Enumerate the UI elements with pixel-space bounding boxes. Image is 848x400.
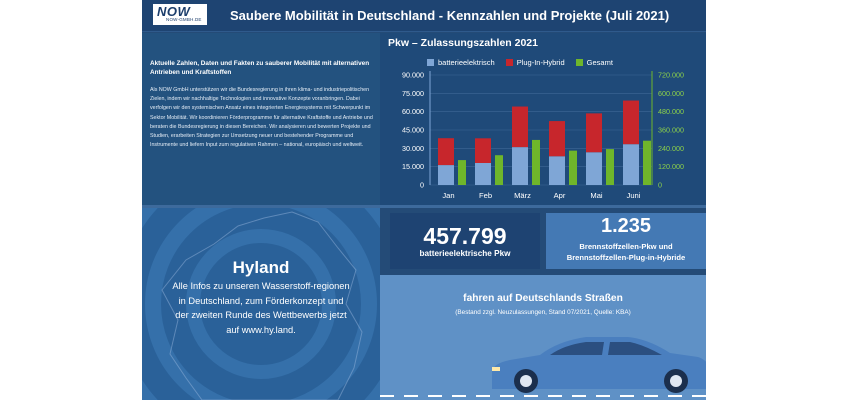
y-tick-right: 240.000: [658, 143, 684, 153]
bar-total: [606, 149, 614, 185]
car-hub-rear: [670, 375, 682, 387]
stat-fcev-number: 1.235: [600, 215, 652, 237]
stat-fcev-label-line1: Brennstoffzellen-Pkw und: [579, 242, 673, 251]
stat-fcev-label: [546, 241, 706, 263]
chart-panel: [380, 33, 706, 205]
y-tick-left: 90.000: [402, 70, 424, 80]
chart-title: Pkw – Zulassungszahlen 2021: [388, 37, 538, 49]
car-headlight: [492, 367, 500, 371]
bar-phev: [475, 138, 491, 163]
logo-sub: NOW-GMBH.DE: [166, 17, 202, 22]
bar-phev: [438, 138, 454, 165]
bar-phev: [623, 101, 639, 145]
bar-bev: [438, 165, 454, 185]
legend-label-bev: batterieelektrisch: [438, 58, 495, 67]
y-tick-left: 45.000: [402, 125, 424, 135]
road-panel: [380, 275, 706, 400]
bar-total: [458, 160, 466, 185]
bar-bev: [623, 144, 639, 185]
x-tick-label: Feb: [478, 191, 493, 200]
y-tick-right: 120.000: [658, 162, 684, 172]
y-tick-left: 30.000: [402, 143, 424, 153]
header-bar: [142, 0, 706, 32]
car-illustration: [380, 275, 706, 400]
bar-phev: [549, 121, 565, 156]
bar-total: [495, 155, 503, 185]
bar-chart: [380, 33, 706, 205]
bar-total: [569, 151, 577, 185]
legend-label-total: Gesamt: [586, 58, 613, 67]
info-title: Aktuelle Zahlen, Daten und Fakten zu sauberer Mobilität mit alternativen Antrieben und Kraftstoffen: [150, 60, 370, 77]
hyland-title: Hyland: [232, 258, 290, 277]
bar-bev: [512, 147, 528, 185]
bar-bev: [586, 152, 602, 185]
road-title: fahren auf Deutschlands Straßen: [463, 293, 623, 304]
hyland-text: Alle Infos zu unseren Wasserstoff-regionen in Deutschland, zum Förderkonzept und der zweiten Runde des Wettbewerbs jetzt auf www.hy.land.: [172, 281, 350, 335]
y-tick-right: 0: [658, 180, 662, 190]
x-tick-label: Apr: [553, 191, 566, 200]
bar-total: [532, 140, 540, 185]
y-tick-right: 360.000: [658, 125, 684, 135]
logo-mark: NOW: [157, 4, 191, 19]
stat-bev-number: 457.799: [423, 223, 507, 249]
y-tick-left: 75.000: [402, 88, 424, 98]
stat-fcev: [546, 213, 706, 269]
bar-bev: [549, 156, 565, 185]
bar-phev: [586, 113, 602, 152]
x-tick-label: Mai: [590, 191, 603, 200]
x-tick-label: Jan: [442, 191, 455, 200]
y-tick-right: 600.000: [658, 88, 684, 98]
y-tick-left: 15.000: [402, 162, 424, 172]
x-tick-label: Juni: [626, 191, 641, 200]
bar-total: [643, 141, 651, 185]
y-tick-left: 60.000: [402, 107, 424, 117]
x-tick-label: März: [514, 191, 531, 200]
bar-bev: [475, 163, 491, 185]
stat-fcev-label-line2: Brennstoffzellen-Plug-in-Hybride: [566, 253, 686, 262]
page-title: Saubere Mobilität in Deutschland - Kennzahlen und Projekte (Juli 2021): [230, 8, 670, 23]
y-tick-right: 720.000: [658, 70, 684, 80]
info-panel: [142, 33, 380, 205]
now-logo[interactable]: [153, 4, 207, 25]
stat-bev: [390, 213, 540, 269]
bar-phev: [512, 107, 528, 148]
stat-bev-label: batterieelektrische Pkw: [419, 249, 511, 258]
infographic: [142, 0, 706, 400]
y-tick-left: 0: [420, 180, 424, 190]
y-tick-right: 480.000: [658, 107, 684, 117]
car-hub-front: [520, 375, 532, 387]
road-subtitle: (Bestand zzgl. Neuzulassungen, Stand 07/2021, Quelle: KBA): [455, 309, 631, 316]
info-body: Als NOW GmbH unterstützen wir die Bundesregierung in ihren klima- und industriepolitischen Zielen, indem wir nachhaltige Technologien und innovative Konzepte voranbringen. Dabei verfolgen wir den systemischen Ansatz eines integrierten Energiesystems mit Schwerpunkt im Sektor Mobilität. Wir koordinieren Förderprogramme für alternative Kraftstoffe und Antriebe und beraten die Bundesregierung in diesen Bereichen. Wir analysieren und bewerten Projekte und Studien, erarbeiten Strategien zur Umsetzung neuer und bestehender Programme und Instrumente und liefern Input zum regulativen Rahmen – national, europäisch und weltweit.: [150, 87, 373, 149]
hyland-panel[interactable]: [142, 208, 380, 400]
legend-label-phev: Plug-In-Hybrid: [516, 58, 565, 67]
